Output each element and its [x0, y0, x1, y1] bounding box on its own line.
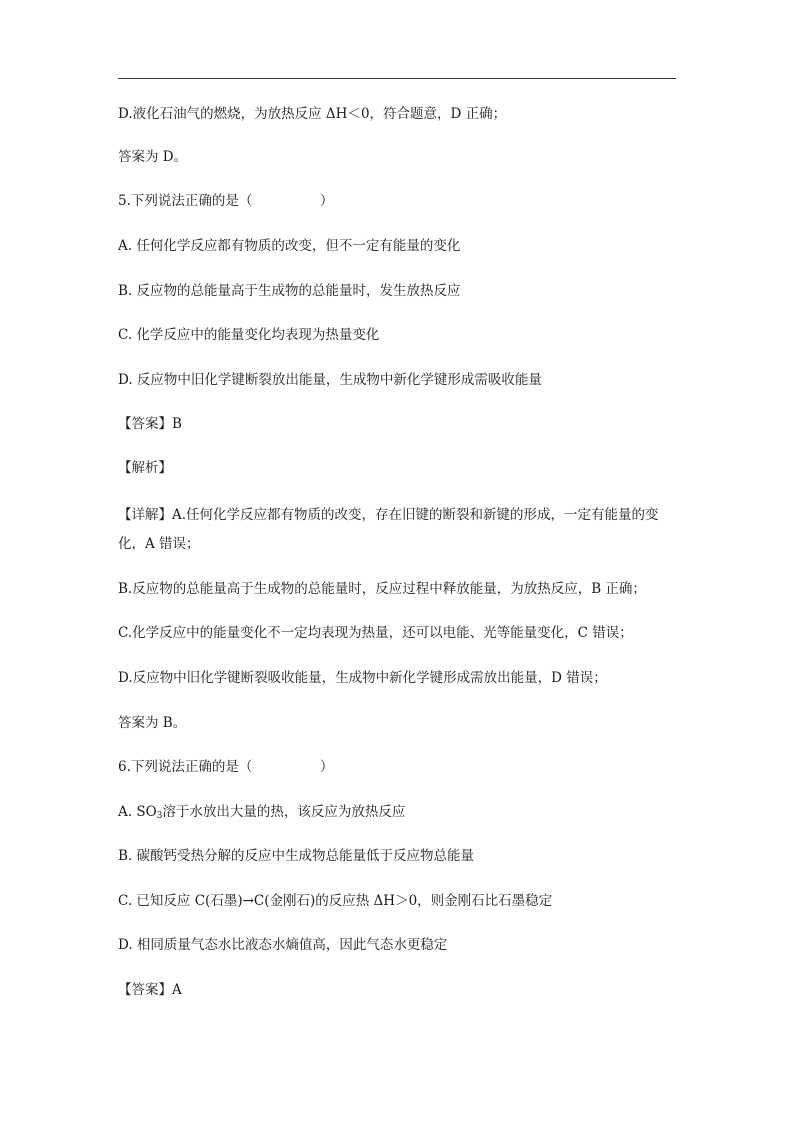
question-6-stem: 6.下列说法正确的是（ ） — [118, 759, 334, 775]
q5-option-c: C. 化学反应中的能量变化均表现为热量变化 — [118, 327, 380, 343]
q5-option-b: B. 反应物的总能量高于生成物的总能量时，发生放热反应 — [118, 283, 461, 299]
text-line: 答案为 D。 — [118, 149, 188, 165]
detail-line: 化，A 错误； — [118, 536, 200, 552]
text-line: 答案为 B。 — [118, 715, 187, 731]
q6a-prefix: A. SO — [118, 804, 157, 820]
detail-line: 【详解】A.任何化学反应都有物质的改变，存在旧键的断裂和新键的形成，一定有能量的变 — [118, 507, 659, 523]
detail-line: D.反应物中旧化学键断裂吸收能量，生成物中新化学键形成需放出能量，D 错误； — [118, 670, 607, 686]
q6-option-d: D. 相同质量气态水比液态水熵值高，因此气态水更稳定 — [118, 937, 448, 953]
header-rule — [118, 78, 676, 79]
q6-answer: 【答案】A — [118, 982, 182, 998]
q6-option-c: C. 已知反应 C(石墨)→C(金刚石)的反应热 ΔH＞0，则金刚石比石墨稳定 — [118, 893, 553, 909]
q5-answer: 【答案】B — [118, 416, 182, 432]
q5-option-d: D. 反应物中旧化学键断裂放出能量，生成物中新化学键形成需吸收能量 — [118, 372, 542, 388]
q6a-suffix: 溶于水放出大量的热，该反应为放热反应 — [162, 804, 406, 820]
detail-line: C.化学反应中的能量变化不一定均表现为热量，还可以电能、光等能量变化，C 错误； — [118, 625, 633, 641]
q6-option-b: B. 碳酸钙受热分解的反应中生成物总能量低于反应物总能量 — [118, 848, 475, 864]
detail-line: B.反应物的总能量高于生成物的总能量时，反应过程中释放能量，为放热反应，B 正确； — [118, 581, 646, 597]
analysis-heading: 【解析】 — [118, 460, 172, 476]
question-5-stem: 5.下列说法正确的是（ ） — [118, 193, 334, 209]
text-line: D.液化石油气的燃烧，为放热反应 ΔH＜0，符合题意，D 正确； — [118, 106, 507, 122]
q6-option-a — [118, 803, 405, 821]
q5-option-a: A. 任何化学反应都有物质的改变，但不一定有能量的变化 — [118, 238, 461, 254]
q6a-subscript: 3 — [156, 811, 163, 821]
